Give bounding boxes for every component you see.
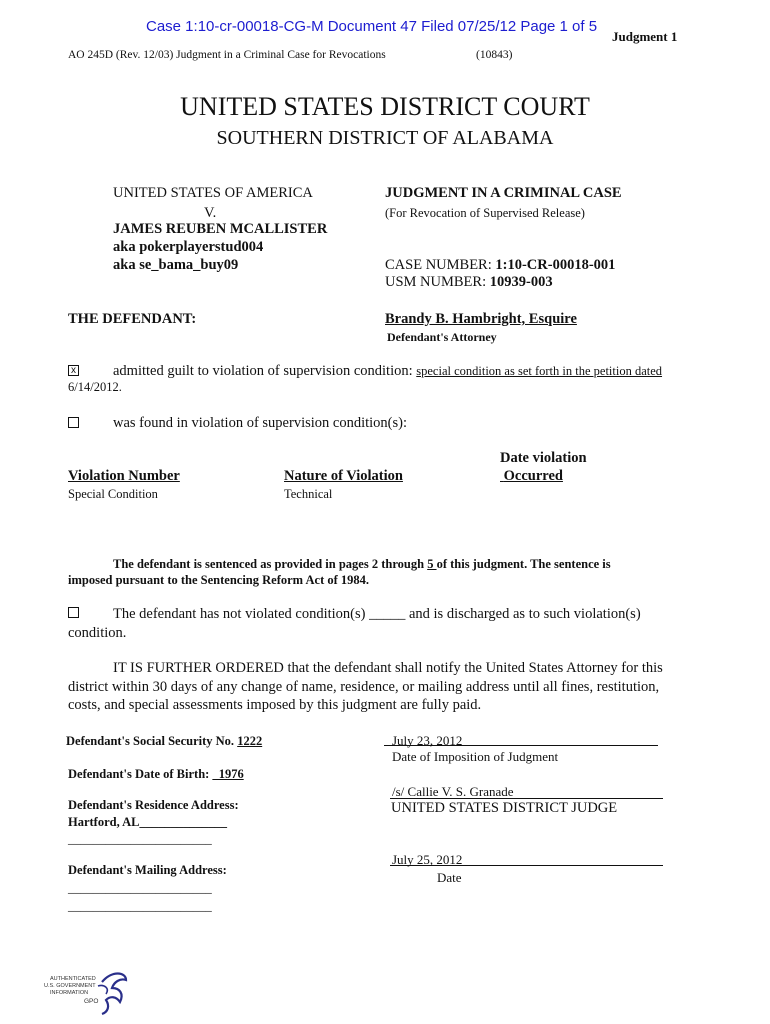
- judge-title: UNITED STATES DISTRICT JUDGE: [391, 800, 618, 816]
- attorney-role: Defendant's Attorney: [387, 330, 497, 344]
- gpo-seal-line-3: INFORMATION: [50, 990, 89, 996]
- violation-row-number: Special Condition: [68, 487, 158, 501]
- signed-date: July 25, 2012: [392, 852, 463, 867]
- case-number: [385, 257, 615, 274]
- further-order-line-3: costs, and special assessments imposed by this judgment are fully paid.: [68, 697, 482, 713]
- gpo-seal: [40, 966, 130, 1016]
- sentence-text: [113, 557, 611, 572]
- case-number-value: 1:10-CR-00018-001: [495, 257, 616, 273]
- mailing-label: Defendant's Mailing Address:: [68, 863, 227, 877]
- occurred-header-label: Occurred: [503, 468, 563, 484]
- plaintiff: UNITED STATES OF AMERICA: [113, 185, 313, 201]
- residence-label: Defendant's Residence Address:: [68, 798, 239, 812]
- ssn-value: 1222: [237, 734, 263, 748]
- mailing-blank-2: _______________________: [68, 899, 212, 913]
- admitted-guilt-checkbox[interactable]: x: [68, 365, 79, 376]
- not-violated-checkbox[interactable]: [68, 607, 79, 618]
- signed-date-label: Date: [437, 870, 462, 885]
- defendant-name: JAMES REUBEN MCALLISTER: [113, 221, 328, 237]
- document-title: JUDGMENT IN A CRIMINAL CASE: [385, 185, 622, 201]
- nature-of-violation-header: Nature of Violation: [284, 468, 403, 484]
- dob-label: Defendant's Date of Birth:: [68, 767, 213, 781]
- attorney-name: Brandy B. Hambright, Esquire: [385, 311, 577, 327]
- usm-number: [385, 274, 553, 291]
- not-violated-text: The defendant has not violated condition(s) _____ and is discharged as to such violation(s): [113, 606, 641, 622]
- residence-value: Hartford, AL______________: [68, 815, 228, 829]
- case-number-label: CASE NUMBER:: [385, 257, 496, 273]
- defendant-aka-2: aka se_bama_buy09: [113, 257, 239, 273]
- ssn-label: Defendant's Social Security No.: [66, 734, 238, 748]
- usm-number-label: USM NUMBER:: [385, 274, 490, 290]
- admitted-guilt-text: [113, 363, 662, 380]
- signature-line: [390, 798, 663, 799]
- sentence-pages: 5: [427, 557, 437, 571]
- further-order-line-1: IT IS FURTHER ORDERED that the defendant shall notify the United States Attorney for this: [113, 660, 663, 676]
- judge-signature: /s/ Callie V. S. Granade: [392, 784, 514, 799]
- defendant-aka-1: aka pokerplayerstud004: [113, 239, 264, 255]
- violation-number-header: Violation Number: [68, 468, 180, 484]
- mailing-blank-1: _______________________: [68, 881, 212, 895]
- found-violation-text: was found in violation of supervision condition(s):: [113, 415, 407, 431]
- occurred-header: [500, 468, 563, 485]
- gpo-seal-line-1: AUTHENTICATED: [50, 976, 96, 982]
- document-subtitle: (For Revocation of Supervised Release): [385, 206, 585, 220]
- ssn-line: [66, 734, 262, 749]
- dob-value: _1976: [212, 767, 244, 781]
- form-id: AO 245D (Rev. 12/03) Judgment in a Criminal Case for Revocations: [68, 49, 386, 61]
- imposition-date: July 23, 2012: [392, 733, 463, 748]
- district-title: SOUTHERN DISTRICT OF ALABAMA: [216, 127, 554, 149]
- violation-row-nature: Technical: [284, 487, 333, 501]
- residence-blank: _______________________: [68, 832, 212, 846]
- sentence-part-1: The defendant is sentenced as provided in pages 2 through: [113, 557, 428, 571]
- date-violation-header: Date violation: [500, 450, 587, 466]
- imposition-date-line: [384, 745, 658, 746]
- usm-number-value: 10939-003: [489, 274, 553, 290]
- page-label: Judgment 1: [612, 29, 678, 44]
- imposition-date-label: Date of Imposition of Judgment: [392, 749, 559, 764]
- further-order-line-2: district within 30 days of any change of name, residence, or mailing address until all fines, restitution,: [68, 679, 660, 695]
- signed-date-line: [390, 865, 663, 866]
- dob-line: [68, 767, 244, 782]
- court-title: UNITED STATES DISTRICT COURT: [180, 92, 590, 121]
- versus: V.: [204, 205, 217, 221]
- filing-stamp: Case 1:10-cr-00018-CG-M Document 47 Filed 07/25/12 Page 1 of 5: [146, 18, 598, 35]
- admitted-guilt-date: 6/14/2012.: [68, 380, 122, 394]
- gpo-seal-line-4: GPO: [84, 998, 99, 1005]
- form-code: (10843): [476, 49, 513, 61]
- admitted-guilt-label: admitted guilt to violation of supervision condition:: [113, 363, 417, 379]
- gpo-seal-line-2: U.S. GOVERNMENT: [44, 983, 96, 989]
- sentence-part-2: of this judgment. The sentence is: [436, 557, 611, 571]
- found-violation-checkbox[interactable]: [68, 417, 79, 428]
- the-defendant-heading: THE DEFENDANT:: [68, 311, 197, 327]
- admitted-guilt-detail: special condition as set forth in the petition dated: [416, 364, 663, 378]
- sentence-line-2: imposed pursuant to the Sentencing Reform Act of 1984.: [68, 573, 370, 587]
- not-violated-cont: condition.: [68, 625, 127, 641]
